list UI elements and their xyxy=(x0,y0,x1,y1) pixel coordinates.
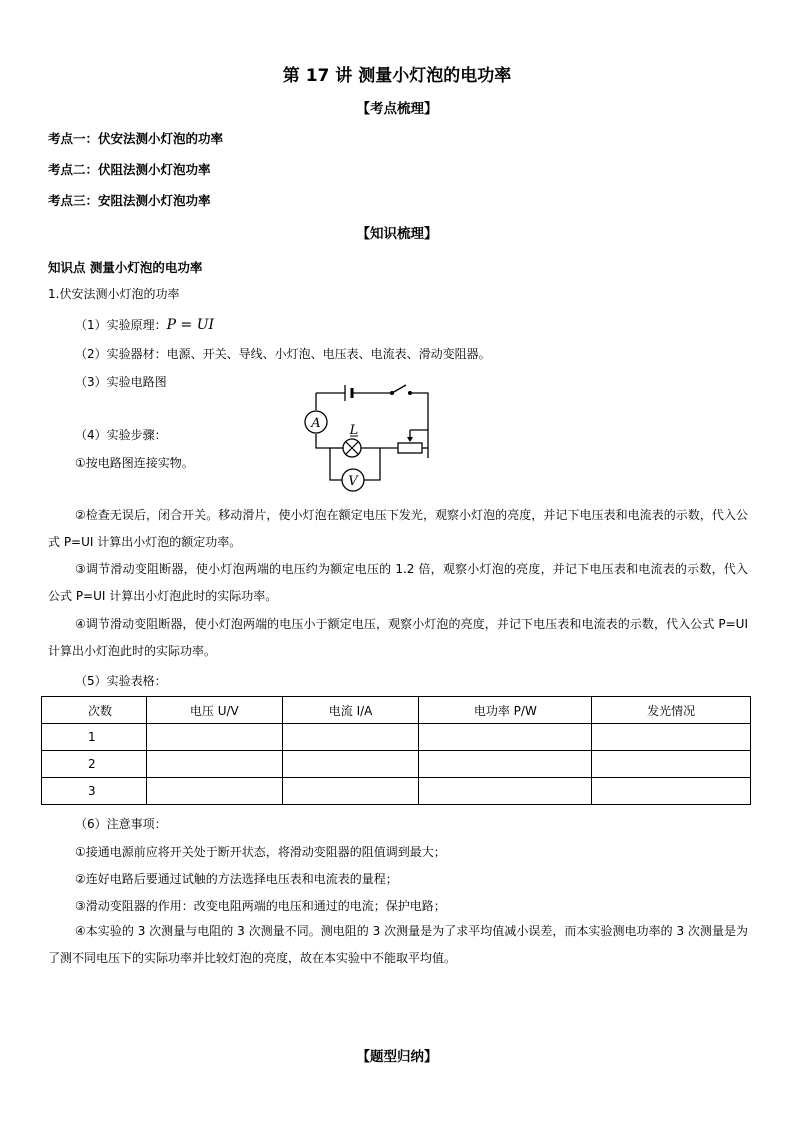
lamp-icon xyxy=(343,423,361,457)
note-1: ①接通电源前应将开关处于断开状态，将滑动变阻器的阻值调到最大； xyxy=(75,845,446,859)
principle-label: （1）实验原理： xyxy=(75,318,167,332)
circuit-diagram xyxy=(300,380,440,498)
knowledge-point-heading: 知识点 测量小灯泡的电功率 xyxy=(48,260,203,275)
table-cell xyxy=(419,751,592,778)
wire-branch-right xyxy=(364,448,380,480)
ammeter-label: A xyxy=(311,416,321,431)
switch-icon xyxy=(391,385,412,394)
table-cell xyxy=(282,778,419,805)
table-label: （5）实验表格： xyxy=(75,674,167,688)
table-cell: 3 xyxy=(42,778,147,805)
exam-point-1: 考点一：伏安法测小灯泡的功率 xyxy=(48,131,224,146)
section-heading-review: 【考点梳理】 xyxy=(356,101,438,117)
sub-heading: 1.伏安法测小灯泡的功率 xyxy=(48,287,180,301)
table-header-current: 电流 I/A xyxy=(282,697,419,724)
note-4: ④本实验的 3 次测量与电阻的 3 次测量不同。测电阻的 3 次测量是为了求平均值减小误差，而本实验测电功率的 3 次测量是为了测不同电压下的实际功率并比较灯泡的亮度，故在本实验中不能取平均值。 xyxy=(48,924,748,965)
notes-label: （6）注意事项： xyxy=(75,817,167,831)
table-row xyxy=(42,751,751,778)
ammeter-icon xyxy=(305,411,327,433)
table-cell: 1 xyxy=(42,724,147,751)
equipment-line: （2）实验器材：电源、开关、导线、小灯泡、电压表、电流表、滑动变阻器。 xyxy=(75,347,491,361)
step-2: ②检查无误后，闭合开关。移动滑片，使小灯泡在额定电压下发光，观察小灯泡的亮度，并记下电压表和电流表的示数，代入公式 P=UI 计算出小灯泡的额定功率。 xyxy=(48,508,748,549)
principle-formula: P = UI xyxy=(166,317,215,333)
step-1: ①按电路图连接实物。 xyxy=(75,456,194,470)
step-4: ④调节滑动变阻断器，使小灯泡两端的电压小于额定电压，观察小灯泡的亮度，并记下电压表和电流表的示数，代入公式 P=UI 计算出小灯泡此时的实际功率。 xyxy=(48,617,748,658)
table-header-glow: 发光情况 xyxy=(592,697,751,724)
experiment-table xyxy=(41,696,751,805)
table-row xyxy=(42,724,751,751)
table-header-voltage: 电压 U/V xyxy=(146,697,282,724)
table-header-row xyxy=(42,697,751,724)
table-cell xyxy=(146,724,282,751)
table-header-count: 次数 xyxy=(42,697,147,724)
table-cell: 2 xyxy=(42,751,147,778)
table-cell xyxy=(592,778,751,805)
table-cell xyxy=(146,751,282,778)
exam-point-3: 考点三：安阻法测小灯泡功率 xyxy=(48,193,211,208)
page-title: 第 17 讲 测量小灯泡的电功率 xyxy=(282,66,512,86)
table-cell xyxy=(419,778,592,805)
wire-left-bottom xyxy=(316,434,330,448)
table-cell xyxy=(419,724,592,751)
table-cell xyxy=(592,751,751,778)
note-3: ③滑动变阻器的作用：改变电阻两端的电压和通过的电流；保护电路； xyxy=(75,899,446,913)
section-heading-knowledge: 【知识梳理】 xyxy=(356,226,438,242)
table-cell xyxy=(592,724,751,751)
section-heading-types: 【题型归纳】 xyxy=(356,1049,438,1065)
table-cell xyxy=(146,778,282,805)
voltmeter-icon xyxy=(342,469,364,491)
table-row xyxy=(42,778,751,805)
voltmeter-label: V xyxy=(348,474,358,489)
exam-point-2: 考点二：伏阻法测小灯泡功率 xyxy=(48,162,211,177)
rheostat-icon xyxy=(398,430,428,453)
table-cell xyxy=(282,751,419,778)
steps-label: （4）实验步骤： xyxy=(75,428,167,442)
table-header-power: 电功率 P/W xyxy=(419,697,592,724)
lamp-label: L xyxy=(349,423,359,438)
wire-branch-left xyxy=(330,448,342,480)
battery-icon xyxy=(345,385,352,401)
table-cell xyxy=(282,724,419,751)
note-2: ②连好电路后要通过试触的方法选择电压表和电流表的量程； xyxy=(75,872,398,886)
step-3: ③调节滑动变阻断器，使小灯泡两端的电压约为额定电压的 1.2 倍，观察小灯泡的亮度，并记下电压表和电流表的示数，代入公式 P=UI 计算出小灯泡此时的实际功率。 xyxy=(48,562,748,603)
circuit-label: （3）实验电路图 xyxy=(75,375,167,389)
principle-line xyxy=(75,316,214,333)
